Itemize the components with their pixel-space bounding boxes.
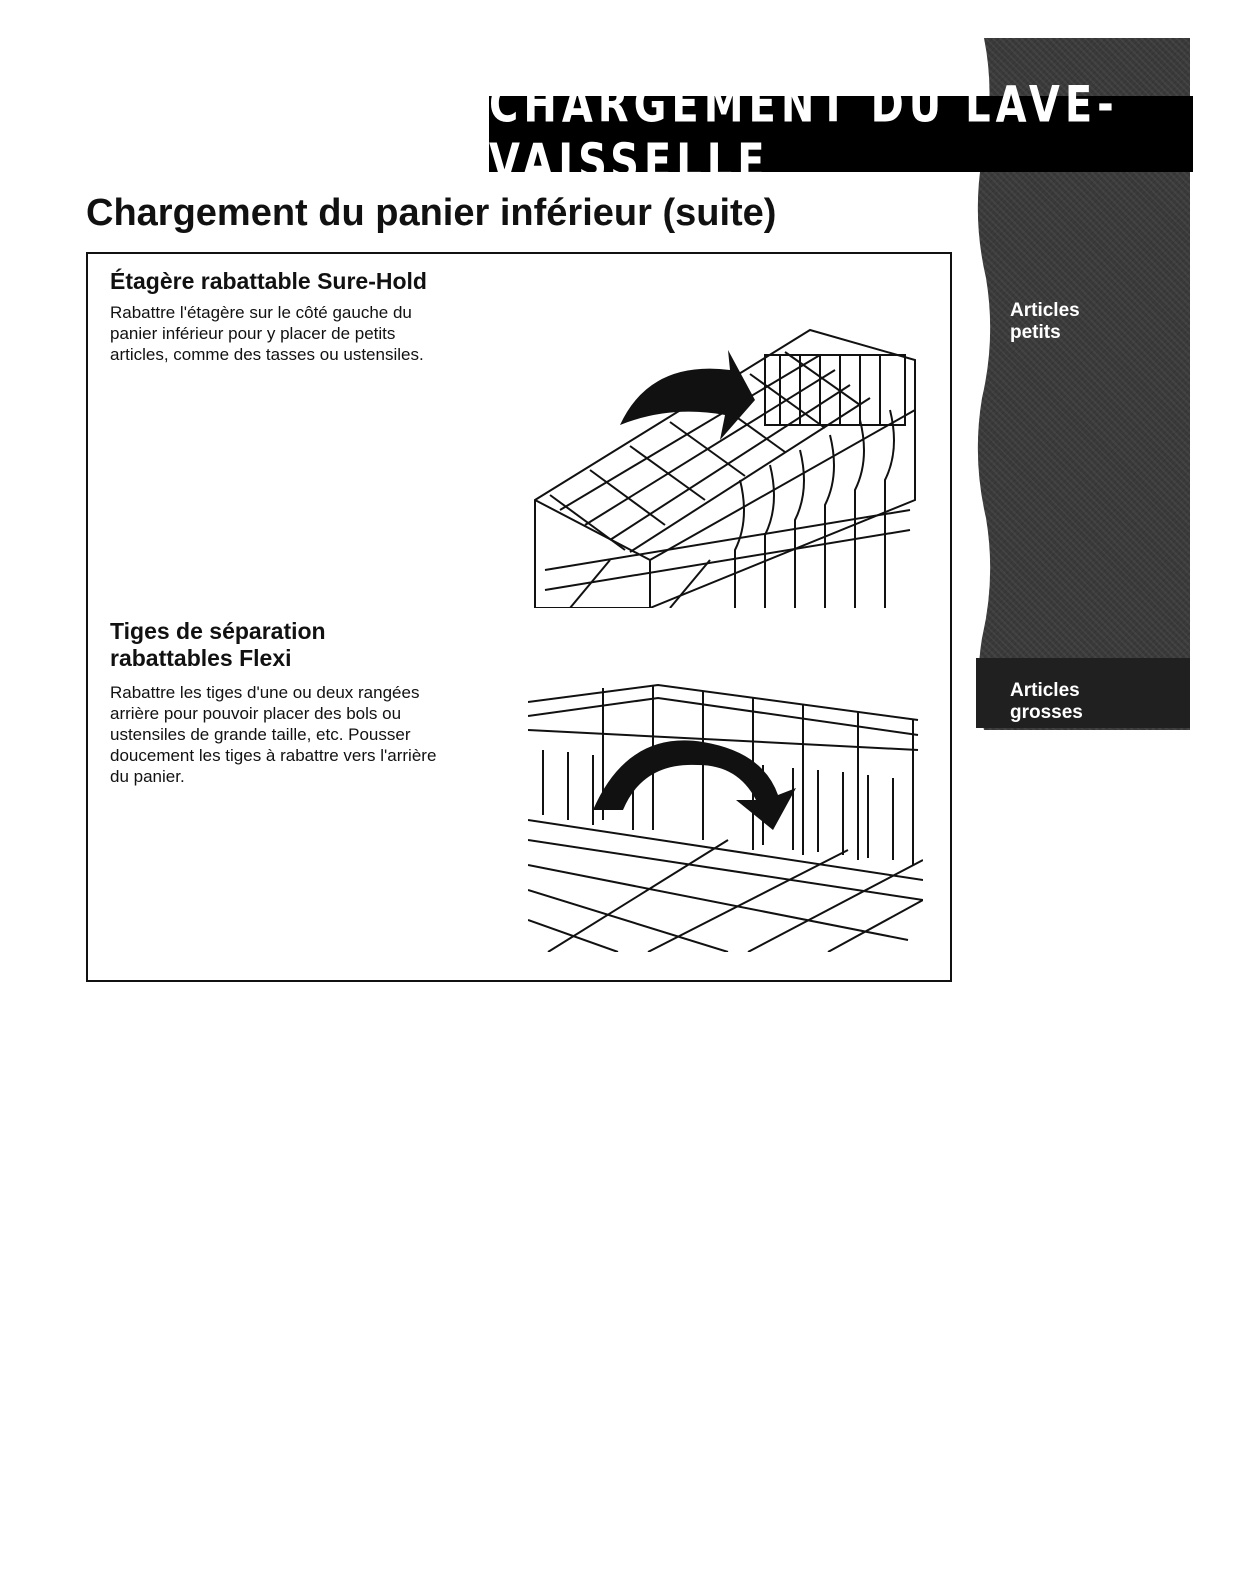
section-heading-flexi <box>110 618 326 672</box>
banner-title: CHARGEMENT DU LAVE-VAISSELLE <box>489 76 1119 192</box>
section-heading-sure-hold <box>110 268 427 295</box>
side-tab-label: Articles <box>1010 300 1080 321</box>
section-body-sure-hold <box>110 302 510 365</box>
side-tab-label: petits <box>1010 322 1061 343</box>
body-line: Rabattre les tiges d'une ou deux rangées <box>110 683 420 702</box>
fold-tines-icon <box>528 680 923 952</box>
body-line: articles, comme des tasses ou ustensiles. <box>110 345 424 364</box>
page-title: Chargement du panier inférieur (suite) <box>86 192 777 234</box>
side-tab-label: Articles <box>1010 680 1080 701</box>
tines-illustration <box>528 680 923 952</box>
shelf-illustration <box>530 300 920 608</box>
heading-line: Étagère rabattable Sure-Hold <box>110 268 427 294</box>
side-tab-label: grosses <box>1010 702 1083 723</box>
body-line: arrière pour pouvoir placer des bols ou <box>110 704 402 723</box>
body-line: ustensiles de grande taille, etc. Pousser <box>110 725 411 744</box>
body-line: Rabattre l'étagère sur le côté gauche du <box>110 303 412 322</box>
body-line: panier inférieur pour y placer de petits <box>110 324 396 343</box>
section-body-flexi <box>110 682 510 787</box>
heading-line: Tiges de séparation <box>110 618 326 644</box>
side-tab-small-items[interactable] <box>1010 300 1080 344</box>
body-line: doucement les tiges à rabattre vers l'arrière <box>110 746 437 765</box>
fold-shelf-icon <box>530 300 920 608</box>
section-banner <box>489 76 1193 192</box>
heading-line: rabattables Flexi <box>110 645 292 671</box>
body-line: du panier. <box>110 767 185 786</box>
side-tab-large-items[interactable] <box>1010 680 1083 724</box>
side-tab-highlight <box>976 658 1190 728</box>
